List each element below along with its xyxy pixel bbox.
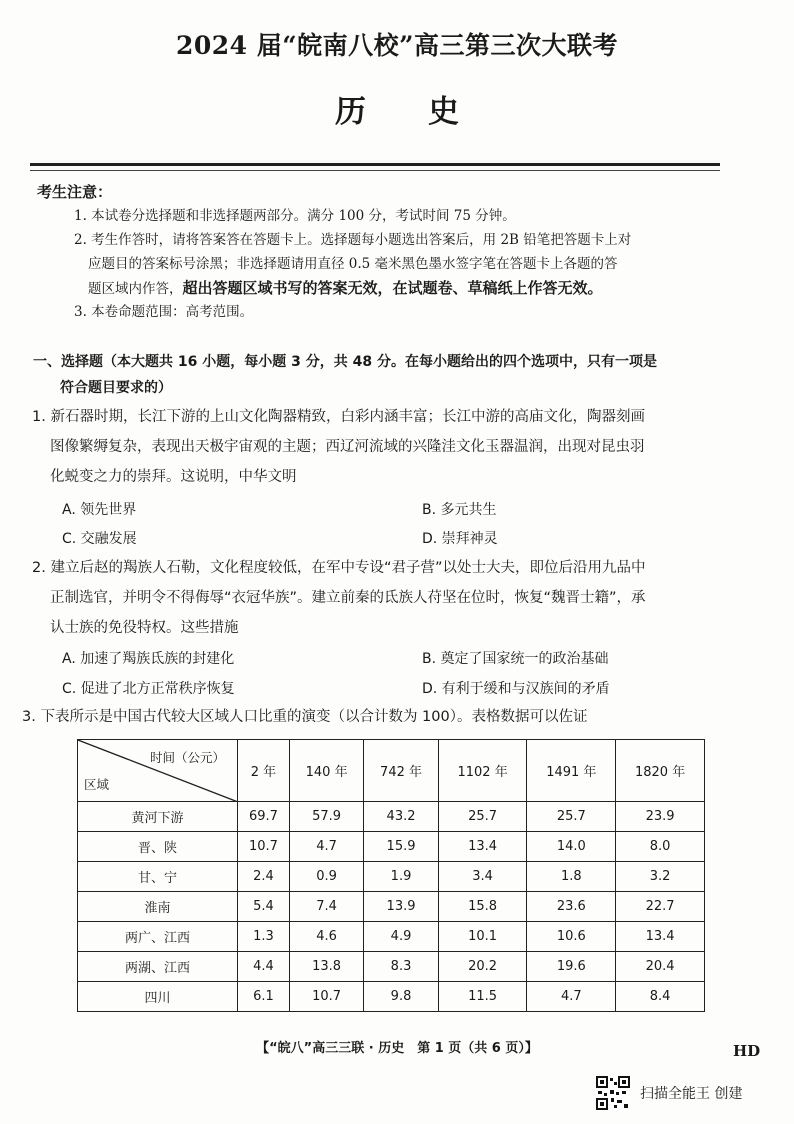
value-cell: 15.9 xyxy=(364,832,438,862)
notice-item-2-line-2: 应题目的答案标号涂黑；非选择题请用直径 0.5 毫米黑色墨水签字笔在答题卡上各题的答 xyxy=(88,256,618,272)
notice-item-2-line-1: 2. 考生作答时，请将答案答在答题卡上。选择题每小题选出答案后，用 2B 铅笔把答题卡上对 xyxy=(74,232,632,248)
region-cell: 淮南 xyxy=(78,892,238,922)
q2-option-c: C. 促进了北方正常秩序恢复 xyxy=(62,681,235,697)
notice-item-2-warning: 超出答题区域书写的答案无效，在试题卷、草稿纸上作答无效。 xyxy=(182,279,603,297)
value-cell: 9.8 xyxy=(364,982,438,1012)
corner-time-label: 时间（公元） xyxy=(149,750,225,765)
q2-stem-line-2: 正制选官，并明令不得侮辱“衣冠华族”。建立前秦的氐族人苻坚在位时，恢复“魏晋士籍”，承 xyxy=(50,590,646,606)
region-cell: 黄河下游 xyxy=(78,802,238,832)
q2-option-b: B. 奠定了国家统一的政治基础 xyxy=(422,651,609,667)
q1-stem-line-2: 图像繁缛复杂，表现出天极宇宙观的主题；西辽河流域的兴隆洼文化玉器温润，出现对昆虫羽 xyxy=(50,439,645,455)
value-cell: 20.2 xyxy=(438,952,527,982)
value-cell: 13.8 xyxy=(289,952,363,982)
exam-title: 2024 届“皖南八校”高三第三次大联考 xyxy=(175,31,619,60)
qr-code-icon xyxy=(596,1076,630,1110)
region-cell: 甘、宁 xyxy=(78,862,238,892)
value-cell: 10.7 xyxy=(238,832,290,862)
value-cell: 20.4 xyxy=(616,952,705,982)
region-cell: 两湖、江西 xyxy=(78,952,238,982)
population-table xyxy=(77,739,705,1012)
table-row xyxy=(78,802,705,832)
value-cell: 13.9 xyxy=(364,892,438,922)
value-cell: 13.4 xyxy=(616,922,705,952)
q2-stem-line-3: 认士族的免役特权。这些措施 xyxy=(50,620,239,636)
section-heading-line-1: 一、选择题（本大题共 16 小题，每小题 3 分，共 48 分。在每小题给出的四个选项中，只有一项是 xyxy=(33,354,657,370)
value-cell: 1.3 xyxy=(238,922,290,952)
table-body xyxy=(78,802,705,1012)
notice-item-2-line-3 xyxy=(88,277,748,301)
scanner-watermark: 扫描全能王 创建 xyxy=(640,1086,743,1102)
year-header: 140 年 xyxy=(289,740,363,802)
value-cell: 6.1 xyxy=(238,982,290,1012)
value-cell: 10.1 xyxy=(438,922,527,952)
value-cell: 7.4 xyxy=(289,892,363,922)
value-cell: 4.7 xyxy=(289,832,363,862)
value-cell: 4.9 xyxy=(364,922,438,952)
value-cell: 8.3 xyxy=(364,952,438,982)
value-cell: 4.4 xyxy=(238,952,290,982)
year-header: 1491 年 xyxy=(527,740,616,802)
value-cell: 43.2 xyxy=(364,802,438,832)
value-cell: 14.0 xyxy=(527,832,616,862)
value-cell: 2.4 xyxy=(238,862,290,892)
table-corner-cell xyxy=(78,740,238,802)
hd-mark: HD xyxy=(733,1042,761,1060)
value-cell: 10.6 xyxy=(527,922,616,952)
value-cell: 1.9 xyxy=(364,862,438,892)
section-heading-line-2: 符合题目要求的） xyxy=(60,380,172,396)
region-cell: 两广、江西 xyxy=(78,922,238,952)
table-row xyxy=(78,952,705,982)
corner-region-label: 区域 xyxy=(84,777,110,792)
value-cell: 22.7 xyxy=(616,892,705,922)
table-row xyxy=(78,982,705,1012)
value-cell: 25.7 xyxy=(527,802,616,832)
notice-title: 考生注意： xyxy=(37,183,113,201)
region-cell: 四川 xyxy=(78,982,238,1012)
subject-title: 历史 xyxy=(335,94,521,130)
table-header-row xyxy=(78,740,705,802)
header-divider-thin xyxy=(30,170,720,171)
year-header: 742 年 xyxy=(364,740,438,802)
region-cell: 晋、陕 xyxy=(78,832,238,862)
table-row xyxy=(78,862,705,892)
value-cell: 11.5 xyxy=(438,982,527,1012)
value-cell: 3.2 xyxy=(616,862,705,892)
year-header: 1102 年 xyxy=(438,740,527,802)
year-header: 1820 年 xyxy=(616,740,705,802)
value-cell: 23.6 xyxy=(527,892,616,922)
value-cell: 3.4 xyxy=(438,862,527,892)
q2-option-a: A. 加速了羯族氐族的封建化 xyxy=(62,651,235,667)
year-header: 2 年 xyxy=(238,740,290,802)
value-cell: 1.8 xyxy=(527,862,616,892)
q2-option-d: D. 有利于缓和与汉族间的矛盾 xyxy=(422,681,610,697)
table-row xyxy=(78,922,705,952)
value-cell: 15.8 xyxy=(438,892,527,922)
value-cell: 13.4 xyxy=(438,832,527,862)
value-cell: 23.9 xyxy=(616,802,705,832)
value-cell: 4.7 xyxy=(527,982,616,1012)
value-cell: 5.4 xyxy=(238,892,290,922)
table-row xyxy=(78,832,705,862)
value-cell: 57.9 xyxy=(289,802,363,832)
notice-item-2-line-3-plain: 题区域内作答， xyxy=(88,281,183,297)
value-cell: 69.7 xyxy=(238,802,290,832)
q3-stem-line-1: 3. 下表所示是中国古代较大区域人口比重的演变（以合计数为 100）。表格数据可以佐证 xyxy=(22,709,588,725)
q1-option-a: A. 领先世界 xyxy=(62,502,137,518)
q2-stem-line-1: 2. 建立后赵的羯族人石勒，文化程度较低，在军中专设“君子营”以处士大夫，即位后沿用九品中 xyxy=(32,560,646,576)
q1-option-d: D. 崇拜神灵 xyxy=(422,531,498,547)
page-footer: 【“皖八”高三三联 · 历史 第 1 页（共 6 页）】 xyxy=(256,1041,538,1056)
header-divider xyxy=(30,163,720,166)
q1-option-c: C. 交融发展 xyxy=(62,531,137,547)
value-cell: 8.4 xyxy=(616,982,705,1012)
table-row xyxy=(78,892,705,922)
notice-item-3: 3. 本卷命题范围：高考范围。 xyxy=(74,304,254,320)
value-cell: 10.7 xyxy=(289,982,363,1012)
value-cell: 8.0 xyxy=(616,832,705,862)
q1-option-b: B. 多元共生 xyxy=(422,502,497,518)
value-cell: 19.6 xyxy=(527,952,616,982)
value-cell: 0.9 xyxy=(289,862,363,892)
q1-stem-line-1: 1. 新石器时期，长江下游的上山文化陶器精致，白彩内涵丰富；长江中游的高庙文化，陶器刻画 xyxy=(32,409,645,425)
q1-stem-line-3: 化蜕变之力的崇拜。这说明，中华文明 xyxy=(50,469,297,485)
value-cell: 25.7 xyxy=(438,802,527,832)
notice-item-1: 1. 本试卷分选择题和非选择题两部分。满分 100 分，考试时间 75 分钟。 xyxy=(74,208,516,224)
value-cell: 4.6 xyxy=(289,922,363,952)
